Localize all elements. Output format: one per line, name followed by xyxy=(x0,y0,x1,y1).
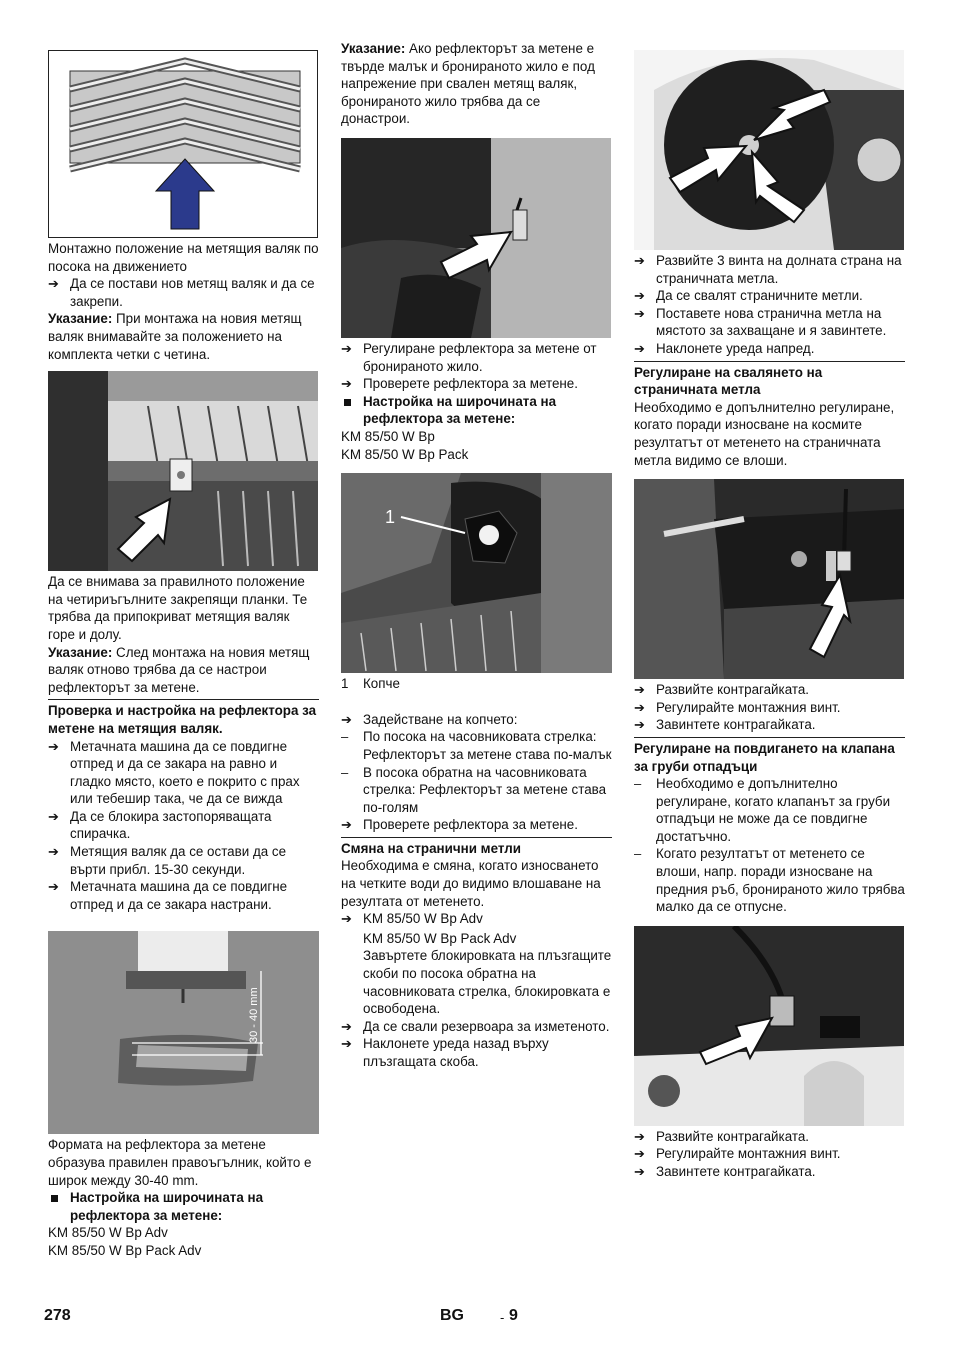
model-line: KM 85/50 W Bp Adv xyxy=(48,1225,168,1241)
figure-legend: 1 Копче xyxy=(341,676,400,692)
model-line: KM 85/50 W Bp Pack Adv xyxy=(363,930,517,946)
instruction-step: ➔ Регулиране рефлектора за метене от бронираното жило. xyxy=(341,340,597,374)
dash-item: – Необходимо е допълнително регулиране, когато клапанът за груби отпадъци не може да се повдигне достатъчно. xyxy=(634,776,891,844)
figure-callout-1: 1 xyxy=(385,507,396,528)
instruction-step: ➔ Да се свалят страничните метли. xyxy=(634,288,863,304)
page-number: 278 xyxy=(44,1307,71,1324)
section-heading-check: Проверка и настройка на рефлектора за метене на метящия валяк. xyxy=(48,699,319,737)
model-line: KM 85/50 W Bp Pack xyxy=(341,446,469,462)
paragraph-wear: Необходимо е допълнително регулиране, когато поради износване на космите резултатът от метенето на страничната метла видимо се влоши. xyxy=(634,399,895,468)
instruction-step: ➔ Наклонете уреда назад върху плъзгащата скоба. xyxy=(341,1036,549,1069)
language-code: BG xyxy=(440,1307,464,1324)
note-2: Указание: След монтажа на новия метящ валяк отново трябва да се настрои рефлекторът за метене. xyxy=(48,644,310,695)
instruction-step: ➔ Проверете рефлектора за метене. xyxy=(341,376,578,392)
photo-side-brush xyxy=(634,50,904,250)
model-line: KM 85/50 W Bp xyxy=(341,428,435,444)
photo-knob xyxy=(341,473,612,673)
instruction-step: ➔ Да се свали резервоара за изметеното. xyxy=(341,1018,610,1034)
section-heading-brush-lowering: Регулиране на свалянето на страничната метла xyxy=(634,361,905,399)
footer-separator: - xyxy=(500,1310,505,1325)
paragraph-rectangle: Формата на рефлектора за метене образува правилен правоъгълник, който е широк между 30-40 mm. xyxy=(48,1137,312,1188)
instruction-step: ➔ Развийте 3 винта на долната страна на страничната метла. xyxy=(634,253,902,286)
instruction-step: ➔ Проверете рефлектора за метене. xyxy=(341,817,578,833)
instruction-step: ➔ Развийте контрагайката. xyxy=(634,1128,809,1144)
figure-1-caption: Монтажно положение на метящия валяк по посока на движението xyxy=(48,241,319,274)
column-2 xyxy=(341,40,612,1071)
column-1 xyxy=(48,40,319,1260)
photo-roller-bracket xyxy=(48,371,318,571)
figure-roller-diagram xyxy=(48,50,318,238)
dash-item: – В посока обратна на часовниковата стрелка: Рефлекторът за метене става по-голям xyxy=(341,764,607,815)
instruction-step: ➔ KM 85/50 W Bp Adv xyxy=(341,911,483,927)
model-line: KM 85/50 W Bp Pack Adv xyxy=(48,1243,202,1258)
paragraph-planks: Да се внимава за правилното положение на четириъгълните закрепящи планки. Те трябва да припокриват метящия валяк горе и долу. xyxy=(48,574,308,642)
instruction-step: ➔ Завинтете контрагайката. xyxy=(634,1164,816,1180)
instruction-step: ➔ Задействане на копчето: xyxy=(341,711,518,727)
bullet-heading: Настройка на широчината на рефлектора за метене: xyxy=(341,393,612,428)
section-heading-flap: Регулиране на повдигането на клапана за груби отпадъци xyxy=(634,737,905,775)
photo-flap-cable xyxy=(634,926,904,1126)
photo-sweep-pattern xyxy=(48,931,319,1134)
instruction-step: ➔ Метачната машина да се повдигне отпред и да се закара настрани. xyxy=(48,879,288,912)
instruction-step: ➔ Завинтете контрагайката. xyxy=(634,717,816,733)
dash-item: – По посока на часовниковата стрелка: Рефлекторът за метене става по-малък xyxy=(341,729,612,762)
photo-bowden-cable xyxy=(341,138,611,338)
note-deflector: Указание: Ако рефлекторът за метене е твърде малък и бронираното жило е под напрежение при свален метящ валяк, бронираното жило трябва да се донастрои. xyxy=(341,41,595,127)
instruction-step: ➔ Поставете нова странична метла на мястото за захващане и я завинтете. xyxy=(634,305,887,339)
instruction-step: ➔ Метачната машина да се повдигне отпред и да се закара на равно и гладко място, което е покрито с прах или тебешир така, че да се вижда xyxy=(48,738,300,807)
instruction-step: ➔ Регулирайте монтажния винт. xyxy=(634,1146,841,1162)
instruction-step: ➔ Регулирайте монтажния винт. xyxy=(634,699,841,715)
section-page-number: 9 xyxy=(509,1307,518,1324)
instruction-step: ➔ Наклонете уреда напред. xyxy=(634,340,815,356)
section-heading-side-brushes: Смяна на странични метли xyxy=(341,837,612,858)
photo-adjust-screw xyxy=(634,479,904,679)
instruction-step: ➔ Метящия валяк да се остави да се върти прибл. 15-30 секунди. xyxy=(48,844,287,877)
bullet-heading: Настройка на широчината на рефлектора за метене: xyxy=(48,1189,319,1224)
instruction-step: ➔ Да се постави нов метящ валяк и да се закрепи. xyxy=(48,276,315,309)
column-3 xyxy=(634,40,905,1181)
dash-item: – Когато резултатът от метенето се влоши, напр. поради износване на предния ръб, бронираното жило трябва малко да се отпусне. xyxy=(634,846,905,915)
note-1: Указание: При монтажа на новия метящ валяк внимавайте за положението на комплекта четки с четина. xyxy=(48,311,302,362)
instruction-step: ➔ Развийте контрагайката. xyxy=(634,682,809,698)
dimension-label: 30 - 40 mm xyxy=(248,987,260,1044)
paragraph-lock: Завъртете блокировката на плъзгащите скоби по посока обратна на часовниковата стрелка, блокировката е освободена. xyxy=(363,948,612,1017)
paragraph-change: Необходима е смяна, когато износването на четките води до видимо влошаване на резултата от метенето. xyxy=(341,858,601,909)
instruction-step: ➔ Да се блокира застопоряващата спирачка. xyxy=(48,808,272,842)
